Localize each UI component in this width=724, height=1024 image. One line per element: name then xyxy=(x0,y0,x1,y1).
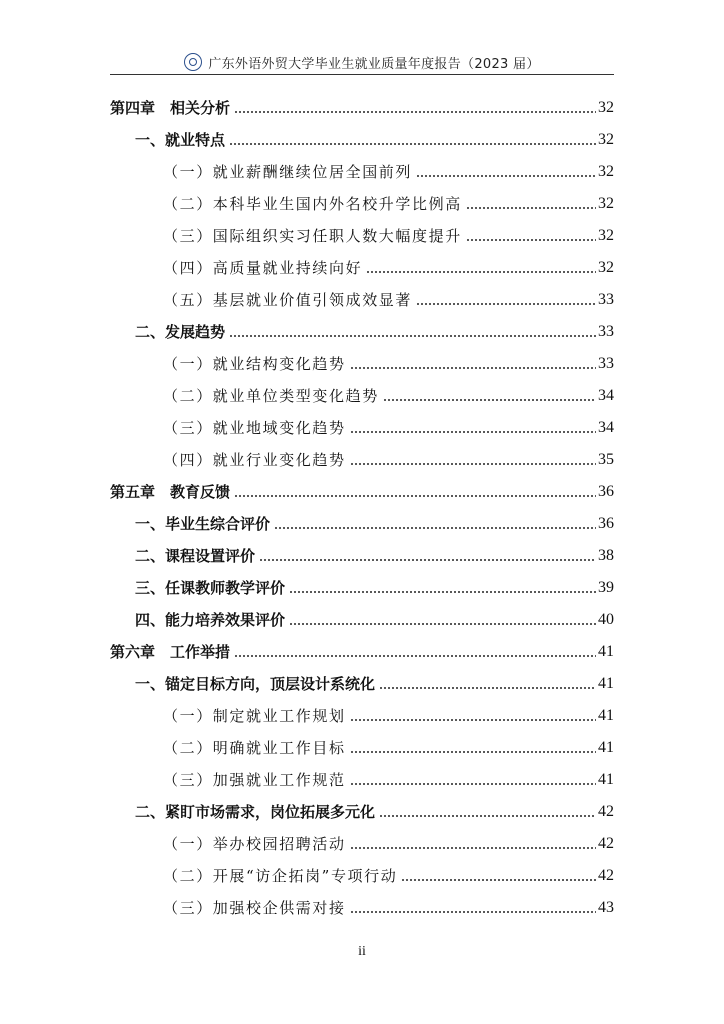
toc-entry-page-number: 36 xyxy=(598,483,614,500)
toc-entry-title: （一）制定就业工作规划 xyxy=(163,707,346,725)
toc-dot-leader xyxy=(401,879,596,881)
toc-entry-page-number: 41 xyxy=(598,643,614,660)
toc-dot-leader xyxy=(234,111,596,113)
toc-dot-leader xyxy=(259,559,596,561)
toc-entry-title: （一）就业薪酬继续位居全国前列 xyxy=(163,163,413,181)
toc-entry-page-number: 39 xyxy=(598,579,614,596)
toc-entry[interactable] xyxy=(163,278,614,310)
toc-entry-page-number: 42 xyxy=(598,835,614,852)
toc-entry-page-number: 32 xyxy=(598,195,614,212)
toc-entry-page-number: 33 xyxy=(598,323,614,340)
university-seal-icon xyxy=(184,53,202,71)
toc-entry[interactable] xyxy=(163,438,614,470)
toc-entry[interactable] xyxy=(163,214,614,246)
toc-entry-title: 第六章 工作举措 xyxy=(110,643,231,661)
toc-entry-title: 第五章 教育反馈 xyxy=(110,483,231,501)
toc-entry-page-number: 41 xyxy=(598,739,614,756)
toc-entry-title: 一、毕业生综合评价 xyxy=(135,515,271,533)
toc-entry-title: （二）就业单位类型变化趋势 xyxy=(163,387,379,405)
toc-dot-leader xyxy=(350,431,596,433)
toc-entry-title: （二）本科毕业生国内外名校升学比例高 xyxy=(163,195,462,213)
toc-dot-leader xyxy=(379,687,596,689)
toc-entry[interactable] xyxy=(110,630,614,662)
toc-entry-page-number: 41 xyxy=(598,707,614,724)
toc-dot-leader xyxy=(416,175,596,177)
toc-entry[interactable] xyxy=(135,566,614,598)
toc-entry-title: 三、任课教师教学评价 xyxy=(135,579,286,597)
toc-entry-page-number: 40 xyxy=(598,611,614,628)
toc-entry-page-number: 41 xyxy=(598,675,614,692)
running-header xyxy=(110,50,614,74)
toc-entry-title: 二、紧盯市场需求，岗位拓展多元化 xyxy=(135,803,376,821)
toc-entry-title: （一）举办校园招聘活动 xyxy=(163,835,346,853)
toc-entry[interactable] xyxy=(163,406,614,438)
toc-entry-title: （三）国际组织实习任职人数大幅度提升 xyxy=(163,227,462,245)
toc-entry[interactable] xyxy=(163,246,614,278)
toc-entry[interactable] xyxy=(163,726,614,758)
toc-entry-title: （二）开展“访企拓岗”专项行动 xyxy=(163,867,398,885)
toc-entry-page-number: 38 xyxy=(598,547,614,564)
toc-dot-leader xyxy=(234,495,596,497)
toc-entry[interactable] xyxy=(135,118,614,150)
toc-entry[interactable] xyxy=(163,822,614,854)
toc-entry[interactable] xyxy=(135,534,614,566)
toc-entry[interactable] xyxy=(135,502,614,534)
toc-entry-page-number: 34 xyxy=(598,419,614,436)
toc-entry-page-number: 32 xyxy=(598,131,614,148)
toc-entry-page-number: 35 xyxy=(598,451,614,468)
toc-entry-title: 二、课程设置评价 xyxy=(135,547,256,565)
toc-entry[interactable] xyxy=(163,694,614,726)
toc-entry-title: （三）加强就业工作规范 xyxy=(163,771,346,789)
toc-entry[interactable] xyxy=(163,886,614,918)
toc-entry-page-number: 41 xyxy=(598,771,614,788)
toc-entry-page-number: 33 xyxy=(598,291,614,308)
toc-entry-title: 一、就业特点 xyxy=(135,131,226,149)
toc-dot-leader xyxy=(350,367,596,369)
toc-entry-title: （四）就业行业变化趋势 xyxy=(163,451,346,469)
toc-dot-leader xyxy=(466,207,596,209)
toc-entry-page-number: 43 xyxy=(598,899,614,916)
toc-dot-leader xyxy=(350,463,596,465)
toc-entry-title: 第四章 相关分析 xyxy=(110,99,231,117)
toc-entry-title: （三）就业地域变化趋势 xyxy=(163,419,346,437)
toc-entry-title: 二、发展趋势 xyxy=(135,323,226,341)
toc-entry-title: （一）就业结构变化趋势 xyxy=(163,355,346,373)
toc-dot-leader xyxy=(350,719,596,721)
toc-entry-page-number: 32 xyxy=(598,259,614,276)
toc-dot-leader xyxy=(366,271,596,273)
toc-dot-leader xyxy=(383,399,596,401)
toc-entry-title: 一、锚定目标方向，顶层设计系统化 xyxy=(135,675,376,693)
header-divider xyxy=(110,74,614,75)
toc-dot-leader xyxy=(229,143,596,145)
toc-entry[interactable] xyxy=(135,598,614,630)
toc-entry-page-number: 34 xyxy=(598,387,614,404)
toc-entry-page-number: 32 xyxy=(598,163,614,180)
header-title: 广东外语外贸大学毕业生就业质量年度报告（2023 届） xyxy=(208,56,540,72)
toc-dot-leader xyxy=(289,623,596,625)
toc-entry-title: （五）基层就业价值引领成效显著 xyxy=(163,291,413,309)
toc-dot-leader xyxy=(350,847,596,849)
toc-dot-leader xyxy=(466,239,596,241)
toc-entry[interactable] xyxy=(163,758,614,790)
toc-dot-leader xyxy=(350,911,596,913)
toc-entry-page-number: 32 xyxy=(598,227,614,244)
toc-entry[interactable] xyxy=(163,182,614,214)
toc-entry[interactable] xyxy=(163,342,614,374)
toc-entry[interactable] xyxy=(135,662,614,694)
toc-dot-leader xyxy=(234,655,596,657)
toc-dot-leader xyxy=(350,783,596,785)
toc-entry[interactable] xyxy=(135,310,614,342)
toc-entry[interactable] xyxy=(110,470,614,502)
toc-entry-page-number: 36 xyxy=(598,515,614,532)
toc-entry[interactable] xyxy=(163,854,614,886)
toc-entry-title: （四）高质量就业持续向好 xyxy=(163,259,363,277)
toc-dot-leader xyxy=(379,815,596,817)
toc-entry-title: （三）加强校企供需对接 xyxy=(163,899,346,917)
toc-entry[interactable] xyxy=(163,150,614,182)
toc-entry-page-number: 42 xyxy=(598,803,614,820)
page-number: ii xyxy=(358,944,366,959)
toc-entry[interactable] xyxy=(163,374,614,406)
toc-entry-page-number: 42 xyxy=(598,867,614,884)
toc-dot-leader xyxy=(229,335,596,337)
toc-dot-leader xyxy=(274,527,596,529)
toc-entry-title: 四、能力培养效果评价 xyxy=(135,611,286,629)
toc-entry[interactable] xyxy=(135,790,614,822)
toc-dot-leader xyxy=(289,591,596,593)
toc-dot-leader xyxy=(416,303,596,305)
toc-dot-leader xyxy=(350,751,596,753)
toc-entry[interactable] xyxy=(110,86,614,118)
toc-entry-page-number: 33 xyxy=(598,355,614,372)
toc-entry-title: （二）明确就业工作目标 xyxy=(163,739,346,757)
toc-entry-page-number: 32 xyxy=(598,99,614,116)
